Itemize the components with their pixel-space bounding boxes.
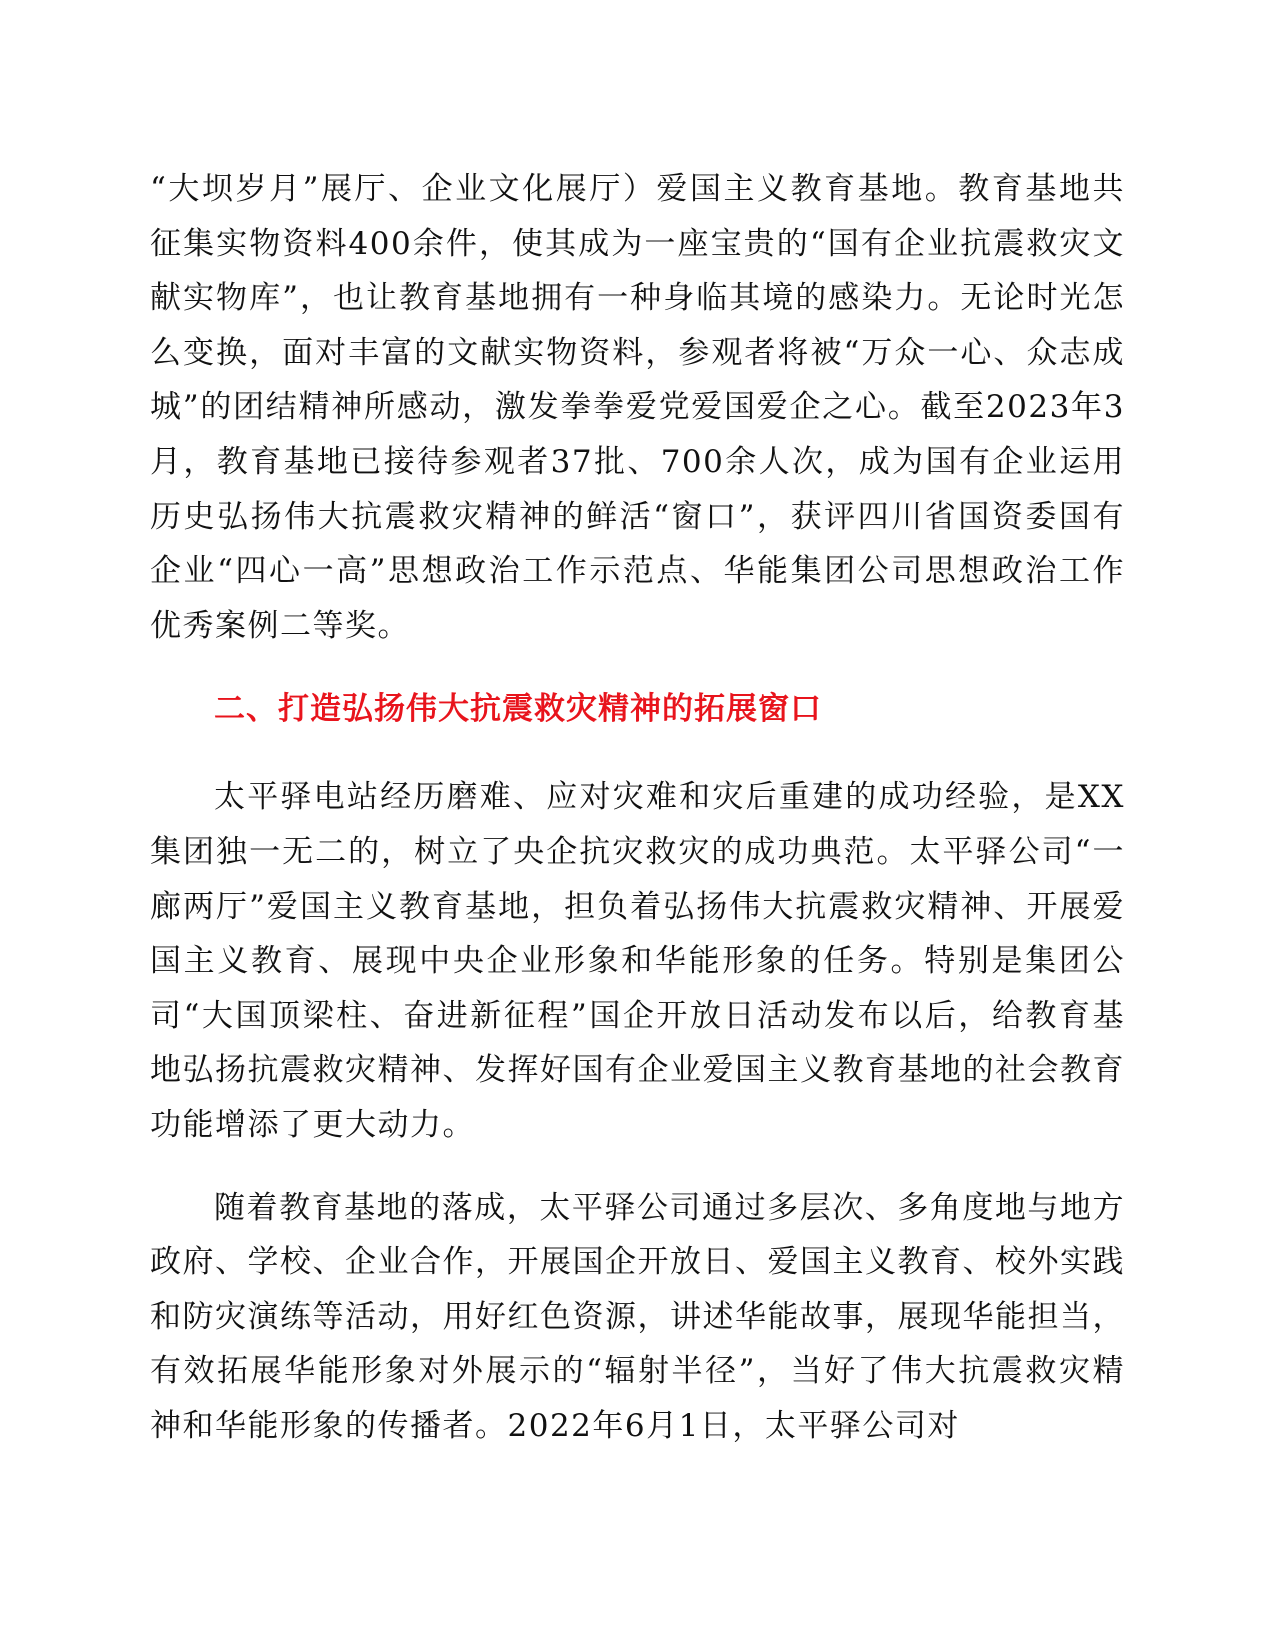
paragraph-1: “大坝岁月”展厅、企业文化展厅）爱国主义教育基地。教育基地共征集实物资料400余件，使其成为一座宝贵的“国有企业抗震救灾文献实物库”，也让教育基地拥有一种身临其境的感染力。无论时光怎么变换，面对丰富的文献实物资料，参观者将被“万众一心、众志成城”的团结精神所感动，激发拳拳爱党爱国爱企之心。截至2023年3月，教育基地已接待参观者37批、700余人次，成为国有企业运用历史弘扬伟大抗震救灾精神的鲜活“窗口”，获评四川省国资委国有企业“四心一高”思想政治工作示范点、华能集团公司思想政治工作优秀案例二等奖。: [150, 171, 1125, 644]
section-heading: 二、打造弘扬伟大抗震救灾精神的拓展窗口: [214, 691, 822, 728]
paragraph-3: 随着教育基地的落成，太平驿公司通过多层次、多角度地与地方政府、学校、企业合作，开展国企开放日、爱国主义教育、校外实践和防灾演练等活动，用好红色资源，讲述华能故事，展现华能担当，有效拓展华能形象对外展示的“辐射半径”，当好了伟大抗震救灾精神和华能形象的传播者。2022年6月1日，太平驿公司对: [150, 1189, 1125, 1444]
document-body: [150, 162, 1125, 1453]
paragraph-2: 太平驿电站经历磨难、应对灾难和灾后重建的成功经验，是XX集团独一无二的，树立了央企抗灾救灾的成功典范。太平驿公司“一廊两厅”爱国主义教育基地，担负着弘扬伟大抗震救灾精神、开展爱国主义教育、展现中央企业形象和华能形象的任务。特别是集团公司“大国顶梁柱、奋进新征程”国企开放日活动发布以后，给教育基地弘扬抗震救灾精神、发挥好国有企业爱国主义教育基地的社会教育功能增添了更大动力。: [150, 779, 1125, 1143]
